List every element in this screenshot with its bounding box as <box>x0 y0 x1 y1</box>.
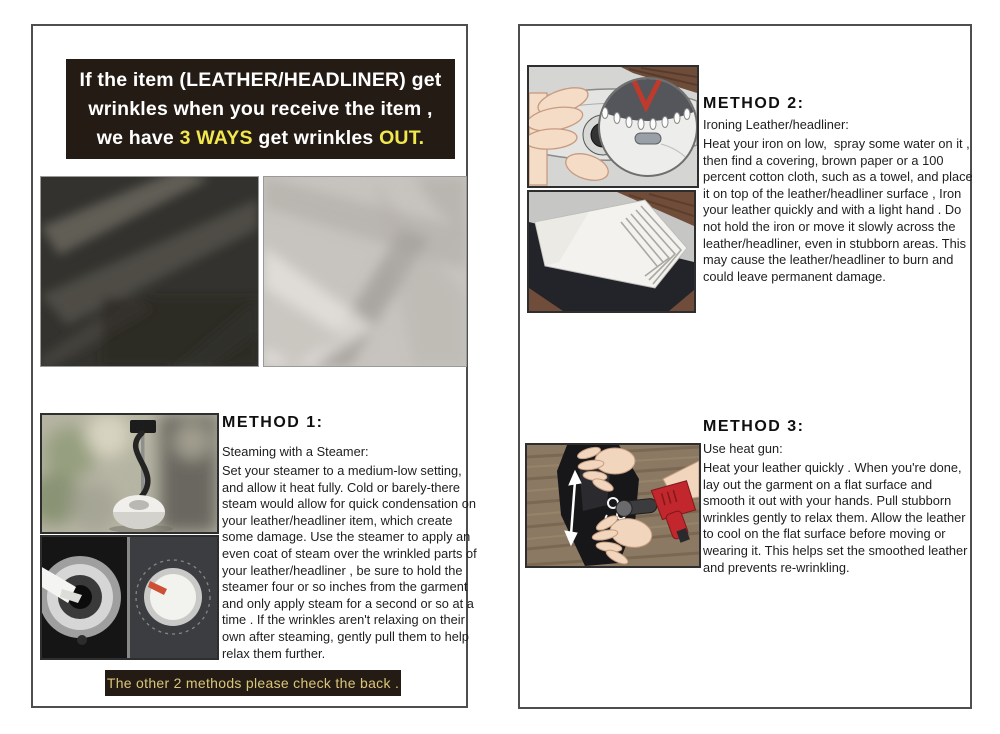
gray-wrinkled-headliner-photo <box>263 176 467 367</box>
banner-line-3 <box>66 124 455 153</box>
method-3-heading: METHOD 3: <box>703 418 805 435</box>
method-3-body: Heat your leather quickly . When you're done, lay out the garment on a flat surface and smooth it out with your hands. Pull stubborn wrinkles gently to relax them. Allow the leather to cool on the flat surface before moving or wearing it. This helps set the smoothed leather and prevents re-wrinkling. <box>703 460 971 575</box>
method-3-section <box>703 418 975 576</box>
back-side-note: The other 2 methods please check the back . <box>105 670 401 696</box>
steamer-closeup-graphic <box>42 537 217 658</box>
heat-gun-graphic <box>527 445 699 566</box>
dark-wrinkled-leather-graphic <box>41 177 258 366</box>
banner-line-2: wrinkles when you receive the item , <box>88 97 433 120</box>
method-2-section <box>703 95 977 285</box>
banner-text-segment: we have <box>96 126 180 149</box>
method-2-heading: METHOD 2: <box>703 95 805 112</box>
method-1-section <box>222 414 484 662</box>
intro-banner <box>66 59 455 159</box>
folded-towel-graphic <box>529 192 694 311</box>
method-1-heading: METHOD 1: <box>222 414 324 431</box>
heat-gun-smoothing-leather-photo <box>525 443 701 568</box>
iron-temperature-dial-illustration <box>527 65 699 188</box>
dark-wrinkled-leather-photo <box>40 176 259 367</box>
method-1-body: Set your steamer to a medium-low setting, and allow it heat fully. Cold or barely-there steam would allow for quick condensation on your leather/headliner item, which create some damage. Use the steamer to apply an even coat of steam over the wrinkled parts of your leather/headliner , be sure to hold the steamer four or so inches from the garment and only apply steam for a second or so at a time . If the wrinkles aren't relaxing on their own after steaming, gently pull them to help relax them further. <box>222 463 481 661</box>
banner-highlight-3ways: 3 WAYS <box>179 126 253 149</box>
method-3-subtitle: Use heat gun: <box>703 441 783 456</box>
folded-towel-photo <box>527 190 696 313</box>
method-2-body: Heat your iron on low, spray some water on it , then find a covering, brown paper or a 100 percent cotton cloth, such as a towel, and place it on top of the leather/headliner surface , Iron your leather quickly and with a light hand . Do not hold the iron or move it slowly across the leather/headliner, even in stubborn areas. This may cause the leather/headliner to burn and could leave permanent damage. <box>703 136 977 284</box>
method-1-subtitle: Steaming with a Steamer: <box>222 444 369 459</box>
method-2-subtitle: Ironing Leather/headliner: <box>703 117 849 132</box>
gray-wrinkled-headliner-graphic <box>264 177 466 366</box>
banner-text-segment: get wrinkles <box>252 126 380 149</box>
banner-highlight-out: OUT. <box>379 126 425 149</box>
iron-dial-graphic <box>529 67 697 186</box>
garment-steamer-graphic <box>42 415 217 532</box>
steamer-nozzle-and-dial-closeup-photo <box>40 535 219 660</box>
garment-steamer-photo <box>40 413 219 534</box>
banner-line-1: If the item (LEATHER/HEADLINER) get <box>79 68 442 91</box>
right-page <box>518 24 977 709</box>
left-page <box>31 24 481 708</box>
